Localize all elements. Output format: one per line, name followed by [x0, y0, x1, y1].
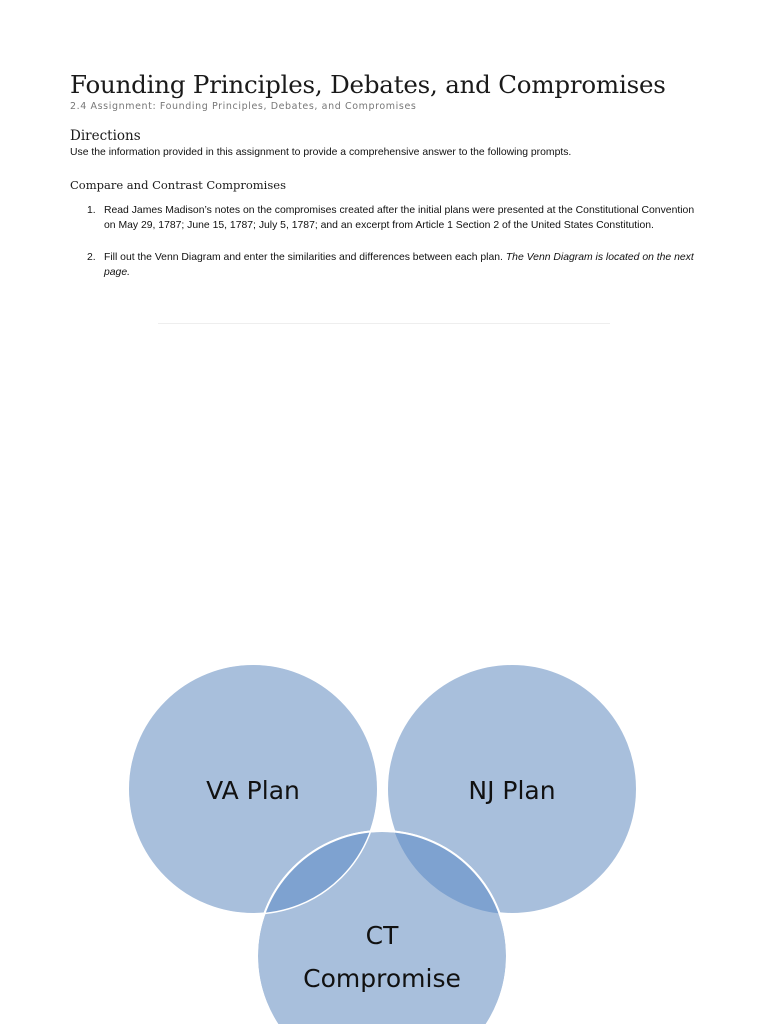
prompt-note-italic: The Venn Diagram is located on the next page. [104, 252, 694, 278]
venn-label-nj: NJ Plan [468, 776, 556, 805]
directions-heading: Directions [70, 128, 141, 144]
venn-label-ct-line1: CT [365, 921, 399, 950]
prompt-number: 2. [87, 252, 96, 263]
venn-label-ct-line2: Compromise [303, 964, 461, 993]
prompt-number: 1. [87, 205, 96, 216]
directions-text: Use the information provided in this assignment to provide a comprehensive answer to the following prompts. [70, 147, 572, 158]
venn-label-va: VA Plan [206, 776, 300, 805]
document-subtitle: 2.4 Assignment: Founding Principles, Debates, and Compromises [70, 101, 417, 112]
prompt-text: Fill out the Venn Diagram and enter the similarities and differences between each plan. [104, 252, 506, 263]
prompt-text: Read James Madison’s notes on the compromises created after the initial plans were presented at the Constitutional Convention on May 29, 1787; June 15, 1787; July 5, 1787; and an excerpt from Article 1 Section 2 of the United States Constitution. [104, 205, 695, 231]
compare-heading: Compare and Contrast Compromises [70, 178, 286, 192]
document-title: Founding Principles, Debates, and Compromises [70, 70, 666, 99]
